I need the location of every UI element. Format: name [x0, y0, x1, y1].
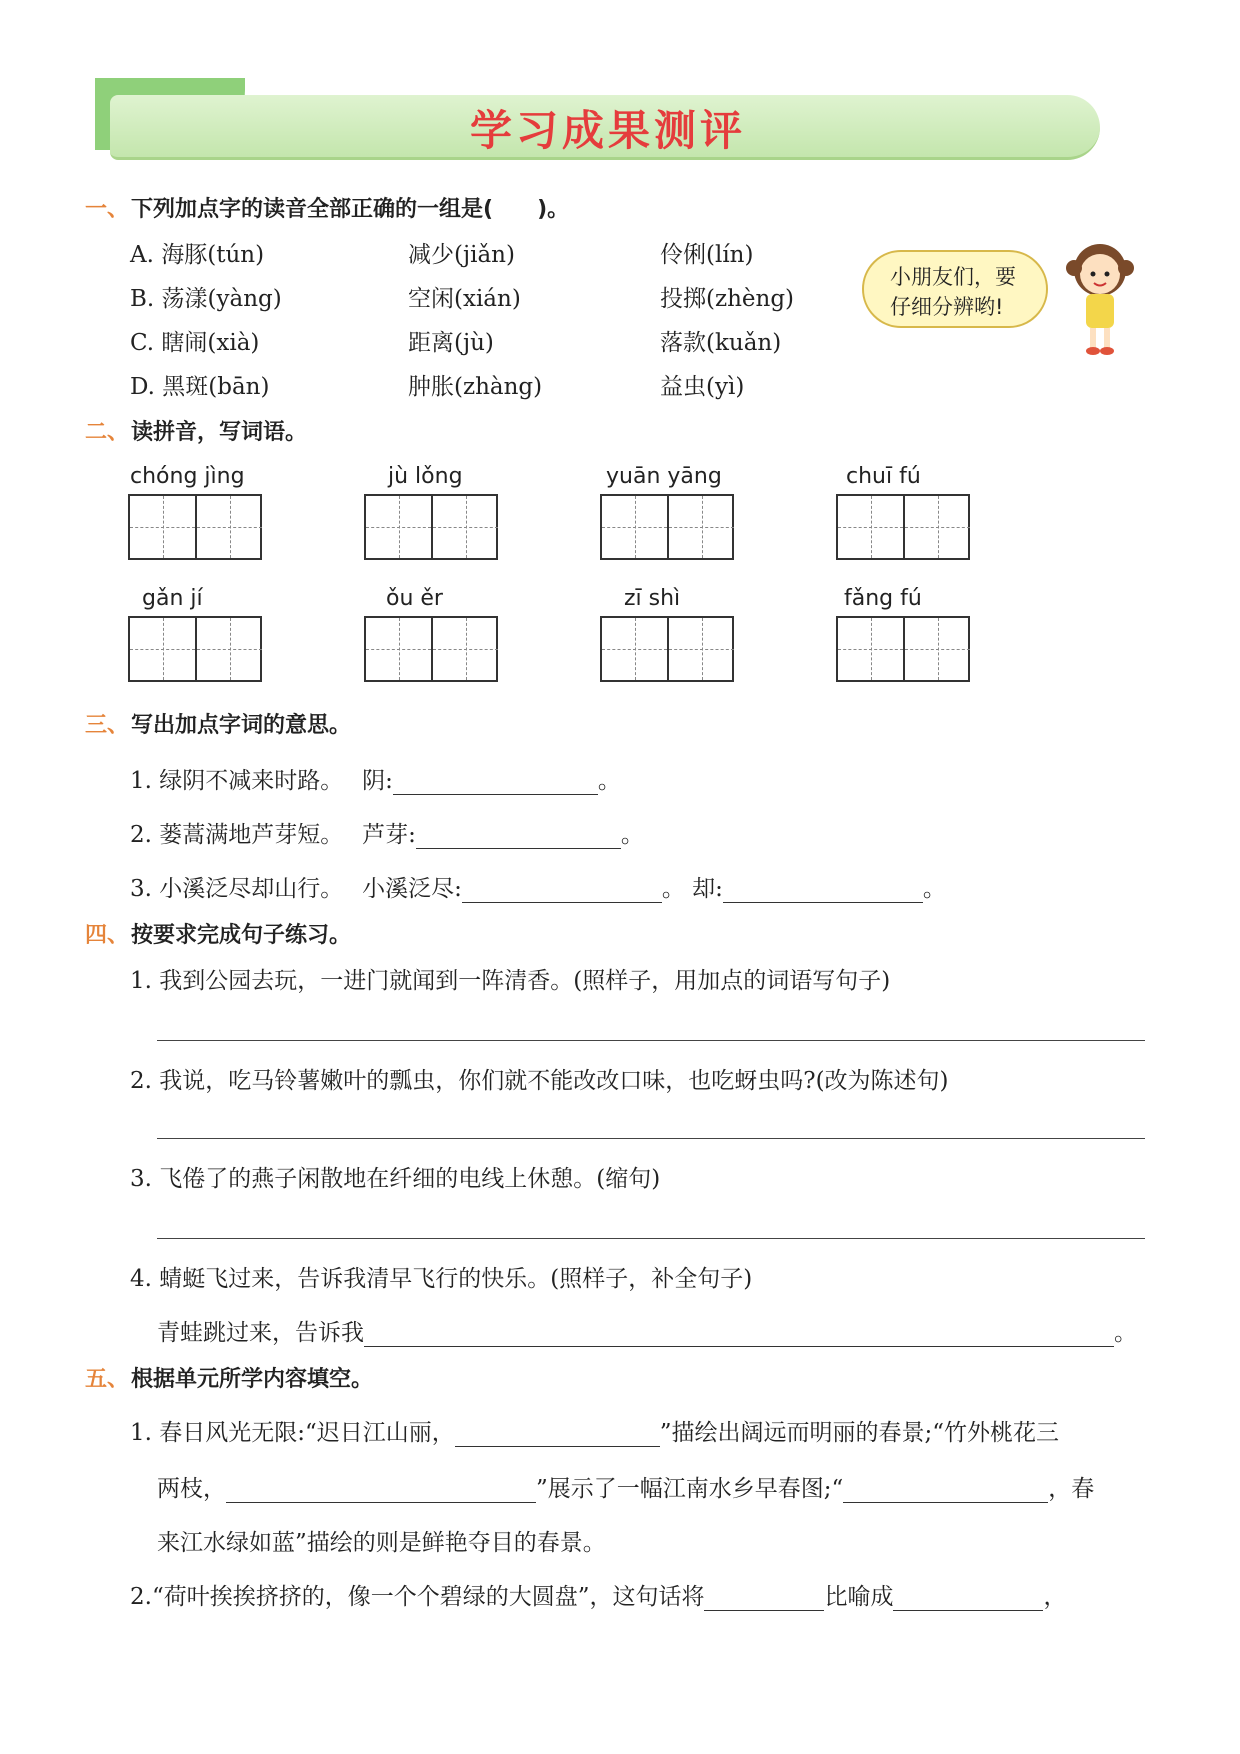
writing-grid-5[interactable]	[128, 616, 262, 682]
pinyin-7: zī shì	[624, 586, 681, 611]
q5-1a-answer-blank[interactable]	[455, 1424, 660, 1447]
option-a-3: 伶俐(lín)	[660, 242, 754, 268]
section-1-heading: 一、下列加点字的读音全部正确的一组是( )。	[85, 197, 570, 222]
q4-4: 4. 蜻蜓飞过来，告诉我清早飞行的快乐。(照样子，补全句子)	[130, 1266, 753, 1292]
writing-grid-2[interactable]	[364, 494, 498, 560]
q4-3: 3. 飞倦了的燕子闲散地在纤细的电线上休憩。(缩句)	[130, 1166, 661, 1192]
option-a-2: 减少(jiǎn)	[408, 242, 515, 268]
option-c-1: C. 瞎闹(xià)	[130, 330, 260, 356]
page-title: 学习成果测评	[470, 106, 747, 155]
option-d-3: 益虫(yì)	[660, 374, 745, 400]
q5-1-line-1: 1. 春日风光无限:“迟日江山丽， ”描绘出阔远而明丽的春景;“竹外桃花三	[130, 1420, 1060, 1446]
option-a-1: A. 海豚(tún)	[130, 242, 265, 268]
section-2-heading: 二、读拼音，写词语。	[85, 420, 308, 445]
option-c-3: 落款(kuǎn)	[660, 330, 782, 356]
q5-1c-answer-blank[interactable]	[843, 1480, 1048, 1503]
q5-2-line-1: 2.“荷叶挨挨挤挤的，像一个个碧绿的大圆盘”，这句话将 比喻成 ，	[130, 1584, 1067, 1610]
q3-1-answer-blank[interactable]	[393, 772, 598, 795]
pinyin-6: ǒu ěr	[386, 586, 443, 611]
q5-2b-answer-blank[interactable]	[893, 1588, 1043, 1611]
writing-grid-4[interactable]	[836, 494, 970, 560]
option-b-3: 投掷(zhèng)	[660, 286, 795, 312]
q4-4-answer-blank[interactable]	[364, 1324, 1114, 1347]
q5-2a-answer-blank[interactable]	[704, 1588, 824, 1611]
pinyin-5: gǎn jí	[142, 586, 203, 611]
q3-3a-answer-blank[interactable]	[462, 880, 662, 903]
pinyin-4: chuī fú	[846, 464, 921, 489]
pinyin-8: fǎng fú	[844, 586, 922, 611]
q4-1: 1. 我到公园去玩，一进门就闻到一阵清香。(照样子，用加点的词语写句子)	[130, 968, 891, 994]
option-c-2: 距离(jù)	[408, 330, 494, 356]
writing-grid-1[interactable]	[128, 494, 262, 560]
q5-1-line-3: 来江水绿如蓝”描绘的则是鲜艳夺目的春景。	[157, 1530, 606, 1556]
q3-2: 2. 蒌蒿满地芦芽短。 芦芽: 。	[130, 822, 644, 848]
q3-3b-answer-blank[interactable]	[723, 880, 923, 903]
pinyin-3: yuān yāng	[606, 464, 722, 489]
section-3-heading: 三、写出加点字词的意思。	[85, 713, 352, 738]
q4-2: 2. 我说，吃马铃薯嫩叶的瓢虫，你们就不能改改口味，也吃蚜虫吗?(改为陈述句)	[130, 1068, 949, 1094]
pinyin-2: jù lǒng	[388, 464, 463, 489]
q4-3-answer-line[interactable]	[157, 1238, 1145, 1239]
q4-2-answer-line[interactable]	[157, 1138, 1145, 1139]
speech-bubble-text: 小朋友们，要仔细分辨哟!	[890, 265, 1016, 319]
q3-2-answer-blank[interactable]	[416, 826, 621, 849]
section-5-heading: 五、根据单元所学内容填空。	[85, 1367, 374, 1392]
option-d-1: D. 黑斑(bān)	[130, 374, 270, 400]
q5-1b-answer-blank[interactable]	[226, 1480, 536, 1503]
q4-4-prompt: 青蛙跳过来，告诉我 。	[157, 1320, 1137, 1346]
q3-3: 3. 小溪泛尽却山行。 小溪泛尽: 。 却: 。	[130, 876, 946, 902]
writing-grid-6[interactable]	[364, 616, 498, 682]
writing-grid-7[interactable]	[600, 616, 734, 682]
option-d-2: 肿胀(zhàng)	[408, 374, 543, 400]
q3-1: 1. 绿阴不减来时路。 阴: 。	[130, 768, 621, 794]
q4-1-answer-line[interactable]	[157, 1040, 1145, 1041]
girl-illustration	[1060, 238, 1140, 358]
option-b-2: 空闲(xián)	[408, 286, 521, 312]
writing-grid-8[interactable]	[836, 616, 970, 682]
section-4-heading: 四、按要求完成句子练习。	[85, 923, 352, 948]
option-b-1: B. 荡漾(yàng)	[130, 286, 282, 312]
writing-grid-3[interactable]	[600, 494, 734, 560]
q5-1-line-2: 两枝， ”展示了一幅江南水乡早春图;“ ，春	[157, 1476, 1095, 1502]
pinyin-1: chóng jìng	[130, 464, 245, 489]
